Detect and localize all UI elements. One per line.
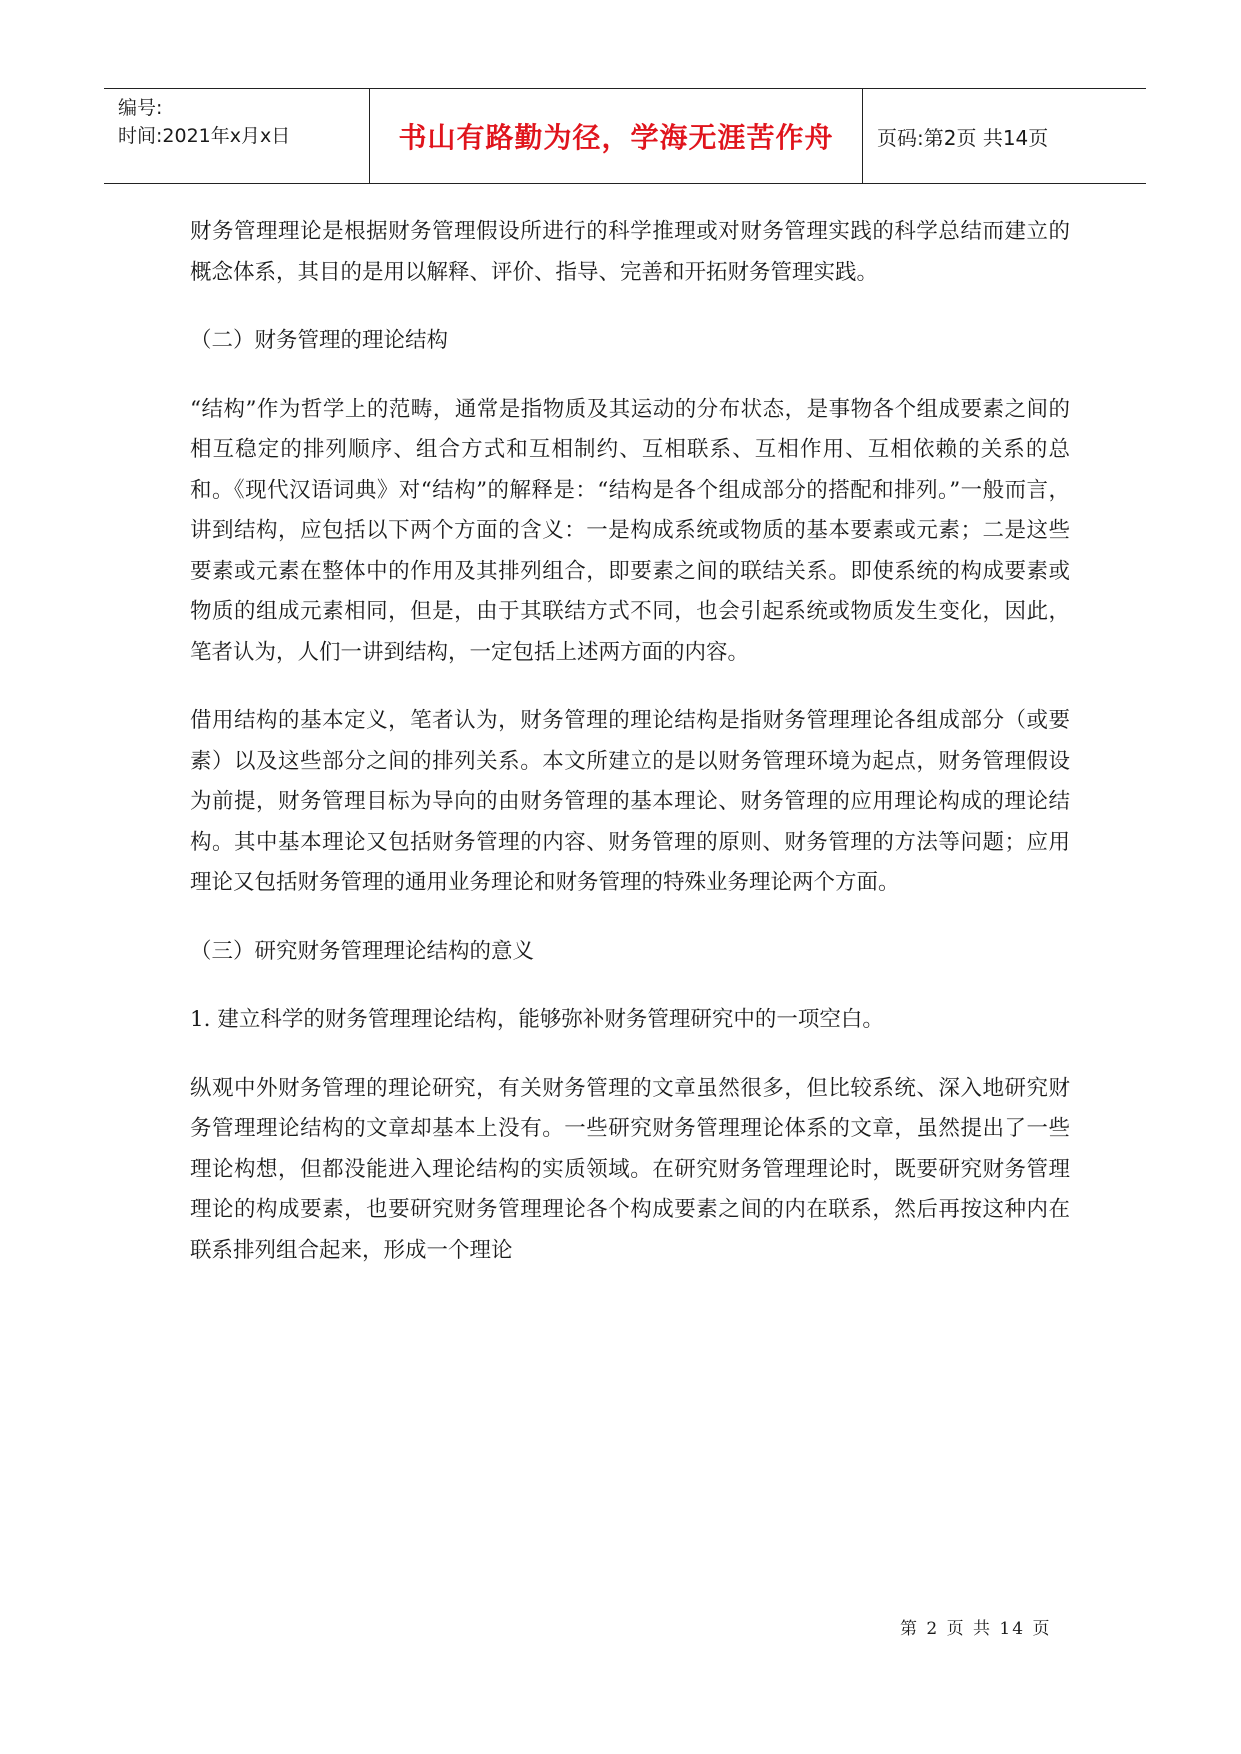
document-number-label: 编号: bbox=[118, 97, 163, 119]
header-info-cell bbox=[104, 89, 370, 183]
body-paragraph: 纵观中外财务管理的理论研究，有关财务管理的文章虽然很多，但比较系统、深入地研究财务管理理论结构的文章却基本上没有。一些研究财务管理理论体系的文章，虽然提出了一些理论构想，但都没能进入理论结构的实质领域。在研究财务管理理论时，既要研究财务管理理论的构成要素，也要研究财务管理理论各个构成要素之间的内在联系，然后再按这种内在联系排列组合起来，形成一个理论 bbox=[190, 1075, 1070, 1263]
body-paragraph: 财务管理理论是根据财务管理假设所进行的科学推理或对财务管理实践的科学总结而建立的概念体系，其目的是用以解释、评价、指导、完善和开拓财务管理实践。 bbox=[190, 219, 1070, 285]
section-heading: （三）研究财务管理理论结构的意义 bbox=[190, 938, 535, 964]
header-page-label: 页码:第2页 共14页 bbox=[877, 125, 1049, 150]
page-footer: 第 2 页 共 14 页 bbox=[900, 1619, 1052, 1639]
header-motto-cell bbox=[370, 89, 863, 183]
header-motto: 书山有路勤为径，学海无涯苦作舟 bbox=[398, 121, 834, 154]
body-paragraph: 借用结构的基本定义，笔者认为，财务管理的理论结构是指财务管理理论各组成部分（或要素）以及这些部分之间的排列关系。本文所建立的是以财务管理环境为起点，财务管理假设为前提，财务管理目标为导向的由财务管理的基本理论、财务管理的应用理论构成的理论结构。其中基本理论又包括财务管理的内容、财务管理的原则、财务管理的方法等问题；应用理论又包括财务管理的通用业务理论和财务管理的特殊业务理论两个方面。 bbox=[190, 708, 1070, 895]
section-heading: （二）财务管理的理论结构 bbox=[190, 328, 449, 353]
body-paragraph: “结构”作为哲学上的范畴，通常是指物质及其运动的分布状态，是事物各个组成要素之间的相互稳定的排列顺序、组合方式和互相制约、互相联系、互相作用、互相依赖的关系的总和。《现代汉语词典》对“结构”的解释是：“结构是各个组成部分的搭配和排列。”一般而言，讲到结构，应包括以下两个方面的含义：一是构成系统或物质的基本要素或元素；二是这些要素或元素在整体中的作用及其排列组合，即要素之间的联结关系。即使系统的构成要素或物质的组成元素相同，但是，由于其联结方式不同，也会引起系统或物质发生变化，因此，笔者认为，人们一讲到结构，一定包括上述两方面的内容。 bbox=[190, 396, 1070, 665]
header-page-cell bbox=[863, 89, 1146, 183]
page-header bbox=[104, 88, 1146, 184]
document-time-label: 时间:2021年x月x日 bbox=[118, 125, 291, 147]
document-body bbox=[190, 212, 1070, 1299]
numbered-point: 1. 建立科学的财务管理理论结构，能够弥补财务管理研究中的一项空白。 bbox=[190, 1007, 884, 1032]
